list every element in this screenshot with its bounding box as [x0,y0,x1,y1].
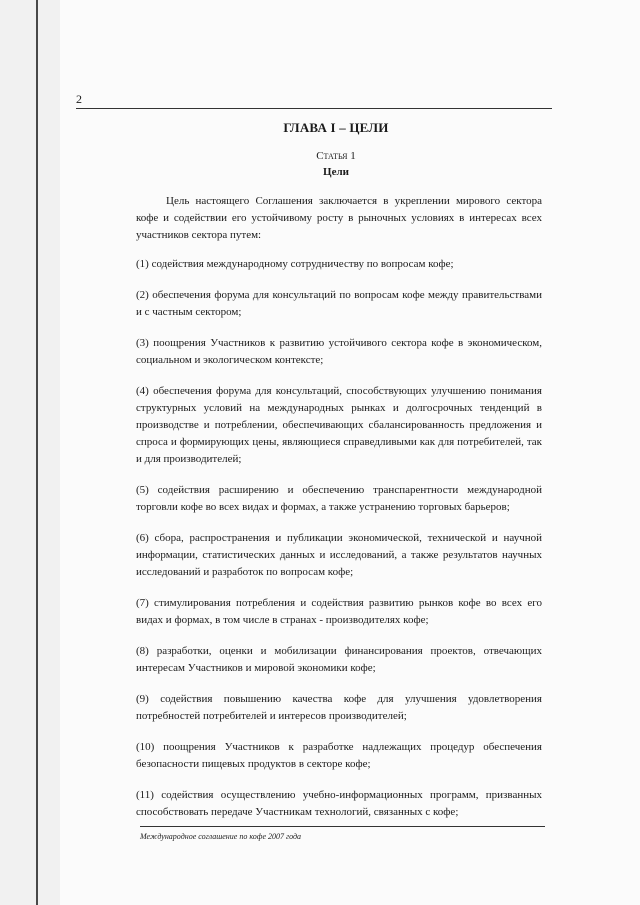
list-item: (3) поощрения Участников к развитию устойчивого сектора кофе в экономическом, социальном и экологическом контексте; [136,337,542,366]
list-item: (1) содействия международному сотрудничеству по вопросам кофе; [136,258,454,270]
chapter-title: ГЛАВА I – ЦЕЛИ [283,120,389,135]
list-item: (9) содействия повышению качества кофе для улучшения удовлетворения потребностей потребителей и интересов производителей; [136,693,542,722]
list-item: (8) разработки, оценки и мобилизации финансирования проектов, отвечающих интересам Участников и мировой экономики кофе; [136,645,542,674]
article-title: Цели [323,166,349,178]
list-item: (7) стимулирования потребления и содействия развитию рынков кофе во всех его видах и формах, в том числе в странах - производителях кофе; [136,597,542,626]
header-rule [76,108,552,109]
intro-paragraph: Цель настоящего Соглашения заключается в укреплении мирового сектора кофе и содействии его устойчивому росту в рыночных условиях в интересах всех участников сектора путем: [136,195,542,241]
list-item: (5) содействия расширению и обеспечению транспарентности международной торговли кофе во всех видах и формах, а также устранению торговых барьеров; [136,484,542,513]
footer-rule [140,826,545,827]
list-item: (6) сбора, распространения и публикации экономической, технической и научной информации, статистических данных и исследований, а также результатов научных исследований и разработок по вопросам кофе; [136,532,542,578]
page-number: 2 [76,92,82,106]
list-item: (4) обеспечения форума для консультаций, способствующих улучшению понимания структурных условий на международных рынках и долгосрочных тенденций в производстве и потреблении, обеспечивающих сбалансированность предложения и спроса и формирующих цены, являющиеся справедливыми как для потребителей, так и для производителей; [136,385,542,465]
list-item: (2) обеспечения форума для консультаций по вопросам кофе между правительствами и с частным сектором; [136,289,542,318]
article-body [136,193,542,835]
article-label: Статья 1 [316,150,356,162]
footer-text: Международное соглашение по кофе 2007 года [140,832,302,841]
scan-edge-shadow [36,0,38,905]
list-item: (10) поощрения Участников к разработке надлежащих процедур обеспечения безопасности пищевых продуктов в секторе кофе; [136,741,542,770]
list-item: (11) содействия осуществлению учебно-информационных программ, призванных способствовать передаче Участникам технологий, связанных с кофе; [136,789,542,818]
